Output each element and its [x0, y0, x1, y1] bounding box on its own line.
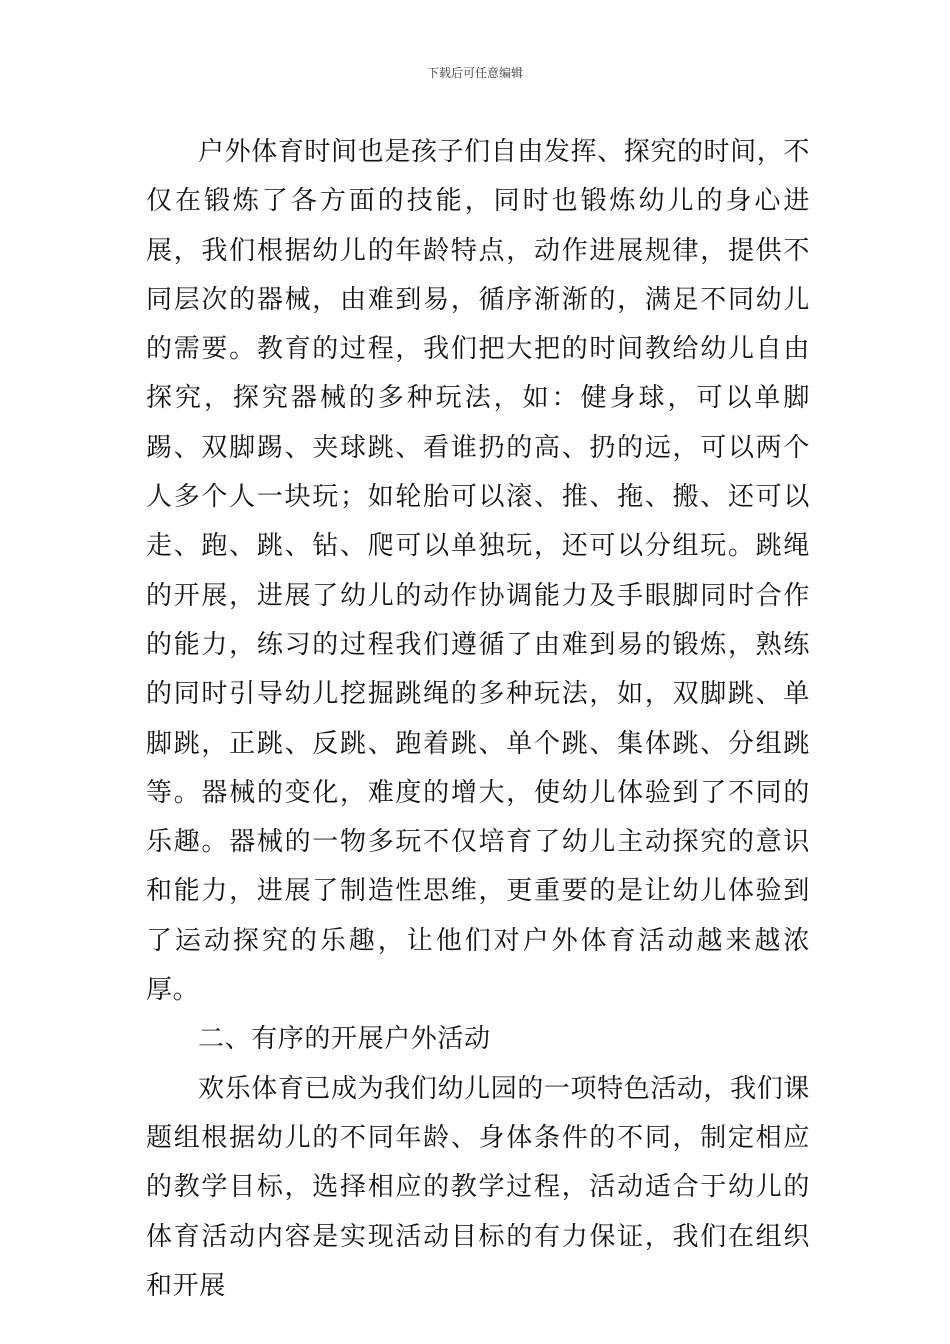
page-header-note: 下载后可任意编辑 [426, 66, 523, 80]
paragraph-happy-sports: 欢乐体育已成为我们幼儿园的一项特色活动，我们课题组根据幼儿的不同年龄、身体条件的不同，制定相应的教学目标，选择相应的教学过程，活动适合于幼儿的体育活动内容是实现活动目标的有力保证，我们在组织和开展 [146, 1073, 810, 1301]
paragraph-outdoor-sports: 户外体育时间也是孩子们自由发挥、探究的时间，不仅在锻炼了各方面的技能，同时也锻炼幼儿的身心进展，我们根据幼儿的年龄特点，动作进展规律，提供不同层次的器械，由难到易，循序渐渐的，满足不同幼儿的需要。教育的过程，我们把大把的时间教给幼儿自由探究，探究器械的多种玩法，如：健身球，可以单脚踢、双脚踢、夹球跳、看谁扔的高、扔的远，可以两个人多个人一块玩；如轮胎可以滚、推、拖、搬、还可以走、跑、跳、钻、爬可以单独玩，还可以分组玩。跳绳的开展，进展了幼儿的动作协调能力及手眼脚同时合作的能力，练习的过程我们遵循了由难到易的锻炼，熟练的同时引导幼儿挖掘跳绳的多种玩法，如，双脚跳、单脚跳，正跳、反跳、跑着跳、单个跳、集体跳、分组跳等。器械的变化，难度的增大，使幼儿体验到了不同的乐趣。器械的一物多玩不仅培育了幼儿主动探究的意识和能力，进展了制造性思维，更重要的是让幼儿体验到了运动探究的乐趣，让他们对户外体育活动越来越浓厚。 [146, 137, 810, 1006]
document-body [146, 128, 810, 1311]
section-heading: 二、有序的开展户外活动 [198, 1024, 491, 1055]
